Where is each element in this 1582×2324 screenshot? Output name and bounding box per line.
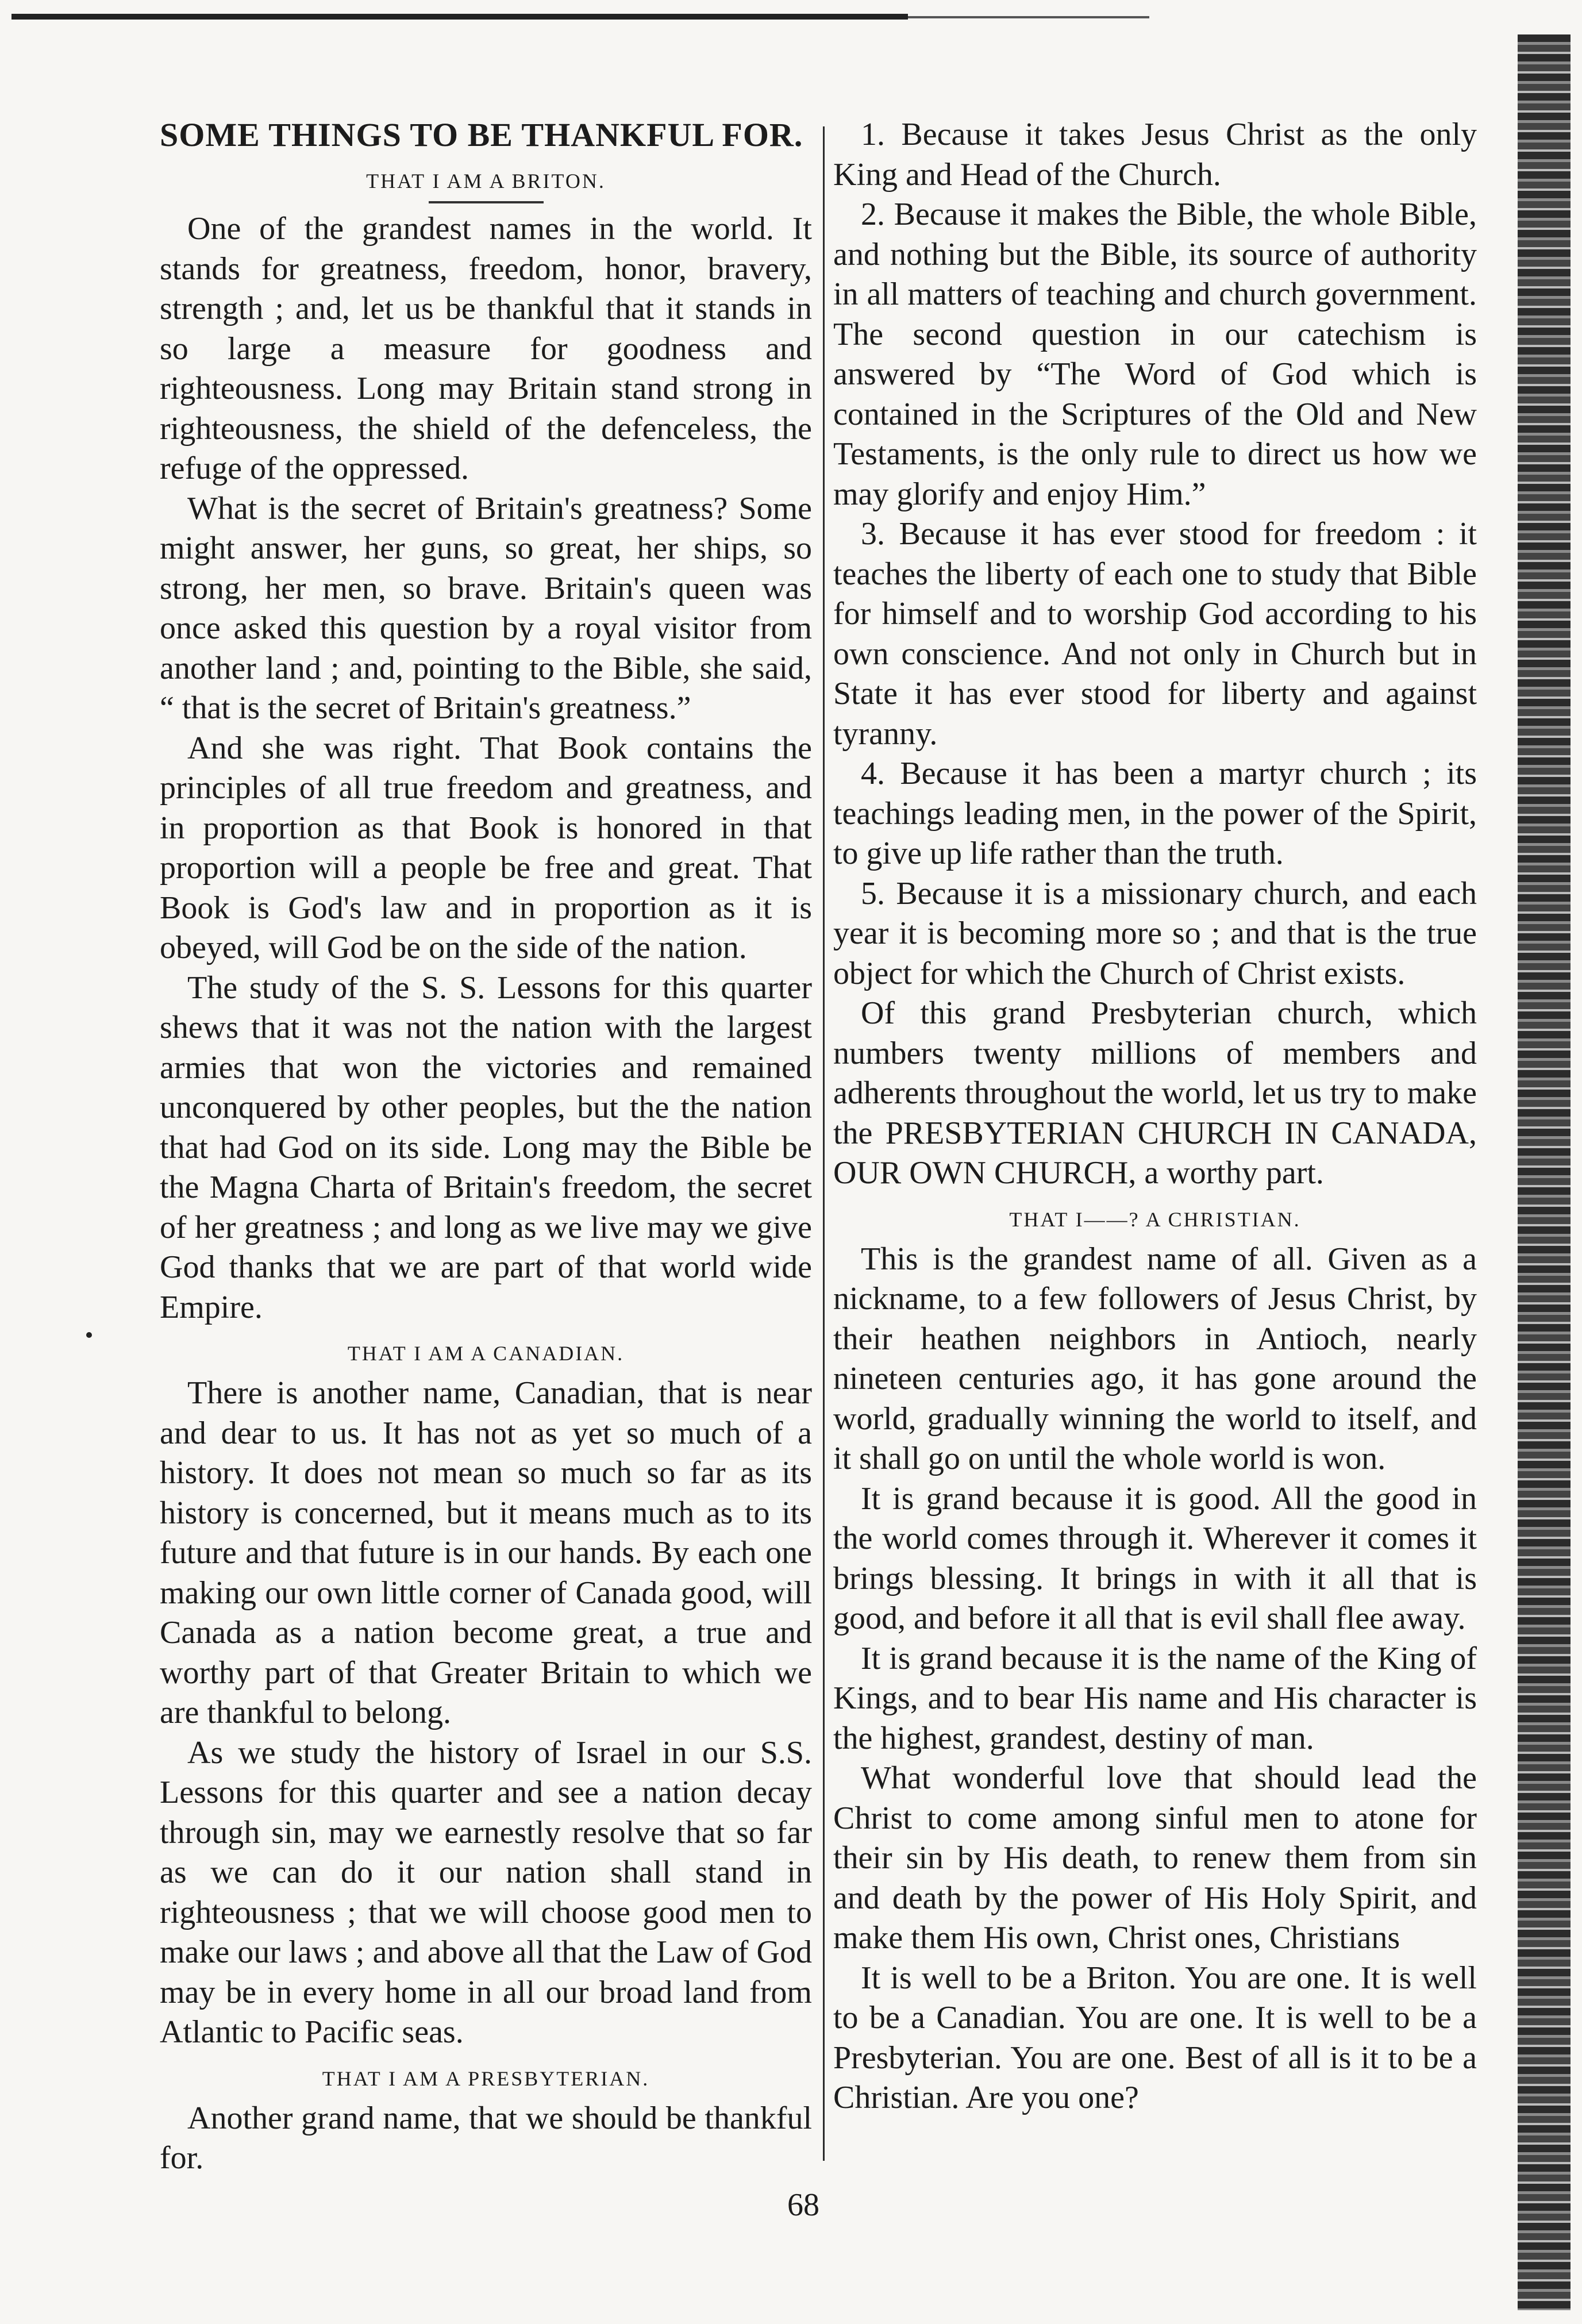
section-heading-christian: THAT I——? A CHRISTIAN. [1009,1207,1301,1231]
paragraph: The study of the S. S. Lessons for this quarter shews that it was not the nation with the largest armies that won the victories and remained unconquered by other peoples, but the the nation that had God on its side. Long may the Bible be the Magna Charta of Britain's freedom, the secret of her greatness ; and long as we live may we give God thanks that we are part of that world wide Empire. [160,969,812,1325]
section-heading-canadian: THAT I AM A CANADIAN. [347,1342,625,1365]
paragraph: As we study the history of Israel in our S.S. Lessons for this quarter and see a nation decay through sin, may we earnestly resolve that so far as we can do it our nation shall stand in righteousness ; that we will choose good men to make our laws ; and above all that the Law of God may be in every home in all our broad land from Atlantic to Pacific seas. [160,1734,812,2050]
numbered-paragraph: 2. Because it makes the Bible, the whole Bible, and nothing but the Bible, its source of authority in all matters of teaching and church government. The second question in our catechism is answered by “The Word of God which is contained in the Scriptures of the Old and New Testaments, is the only rule to direct us how we may glorify and enjoy Him.” [833,197,1477,512]
paragraph: What wonderful love that should lead the Christ to come among sinful men to atone for their sin by His death, to renew them from sin and death by the power of His Holy Spirit, and make them His own, Christ ones, Christians [833,1760,1477,1956]
section-heading-briton: THAT I AM A BRITON. [366,170,606,193]
top-rule [11,14,908,20]
page-number: 68 [787,2187,819,2223]
article-title: SOME THINGS TO BE THANKFUL FOR. [160,116,803,153]
paragraph: It is grand because it is the name of the King of Kings, and to bear His name and His character is the highest, grandest, destiny of man. [833,1640,1477,1756]
top-border [0,0,1582,32]
left-column [160,115,812,2179]
paragraph: And she was right. That Book contains the principles of all true freedom and greatness, and in proportion as that Book is honored in that proportion will a people be free and great. That Book is God's law and in proportion as it is obeyed, will God be on the side of the nation. [160,730,812,965]
right-column [833,115,1477,2118]
top-rule-thin [908,16,1149,18]
paragraph: It is well to be a Briton. You are one. It is well to be a Canadian. You are one. It is well to be a Presbyterian. You are one. Best of all is it to be a Christian. Are you one? [833,1960,1477,2115]
numbered-paragraph: 4. Because it has been a martyr church ; its teachings leading men, in the power of the Spirit, to give up life rather than the truth. [833,756,1477,871]
numbered-paragraph: 3. Because it has ever stood for freedom : it teaches the liberty of each one to study that Bible for himself and to worship God according to his own conscience. And not only in Church but in State it has ever stood for liberty and against tyranny. [833,516,1477,752]
paragraph: One of the grandest names in the world. It stands for greatness, freedom, honor, bravery, strength ; and, let us be thankful that it stands in so large a measure for goodness and righteousness. Long may Britain stand strong in righteousness, the shield of the defenceless, the refuge of the oppressed. [160,211,812,486]
numbered-paragraph: 5. Because it is a missionary church, and each year it is becoming more so ; and that is the true object for which the Church of Christ exists. [833,875,1477,991]
paragraph: What is the secret of Britain's greatness? Some might answer, her guns, so great, her ships, so strong, her men, so brave. Britain's queen was once asked this question by a royal visitor from another land ; and, pointing to the Bible, she said, “ that is the secret of Britain's greatness.” [160,490,812,726]
paragraph: There is another name, Canadian, that is near and dear to us. It has not as yet so much of a history. It does not mean so much so far as its history is concerned, but it means much as to its future and that future is in our hands. By each one making our own little corner of Canada good, will Canada as a nation become great, a true and worthy part of that Greater Britain to which we are thankful to belong. [160,1375,812,1730]
numbered-paragraph: 1. Because it takes Jesus Christ as the only King and Head of the Church. [833,117,1477,193]
paragraph: Another grand name, that we should be thankful for. [160,2100,812,2176]
section-heading-presbyterian: THAT I AM A PRESBYTERIAN. [322,2067,650,2090]
heading-rule [429,201,544,203]
paragraph: This is the grandest name of all. Given as a nickname, to a few followers of Jesus Christ, by their heathen neighbors in Antioch, nearly nineteen centuries ago, it has gone around the world, gradually winning the world to itself, and it shall go on until the whole world is won. [833,1241,1477,1476]
paragraph: Of this grand Presbyterian church, which numbers twenty millions of members and adherents throughout the world, let us try to make the PRESBYTERIAN CHURCH IN CANADA, OUR OWN CHURCH, a worthy part. [833,995,1477,1191]
paragraph: It is grand because it is good. All the good in the world comes through it. Wherever it comes it brings blessing. It brings in with it all that is good, and before it all that is evil shall flee away. [833,1480,1477,1636]
column-divider [823,126,825,2161]
margin-mark [86,1332,92,1338]
page-edge-scan-margin [1518,34,1571,2310]
